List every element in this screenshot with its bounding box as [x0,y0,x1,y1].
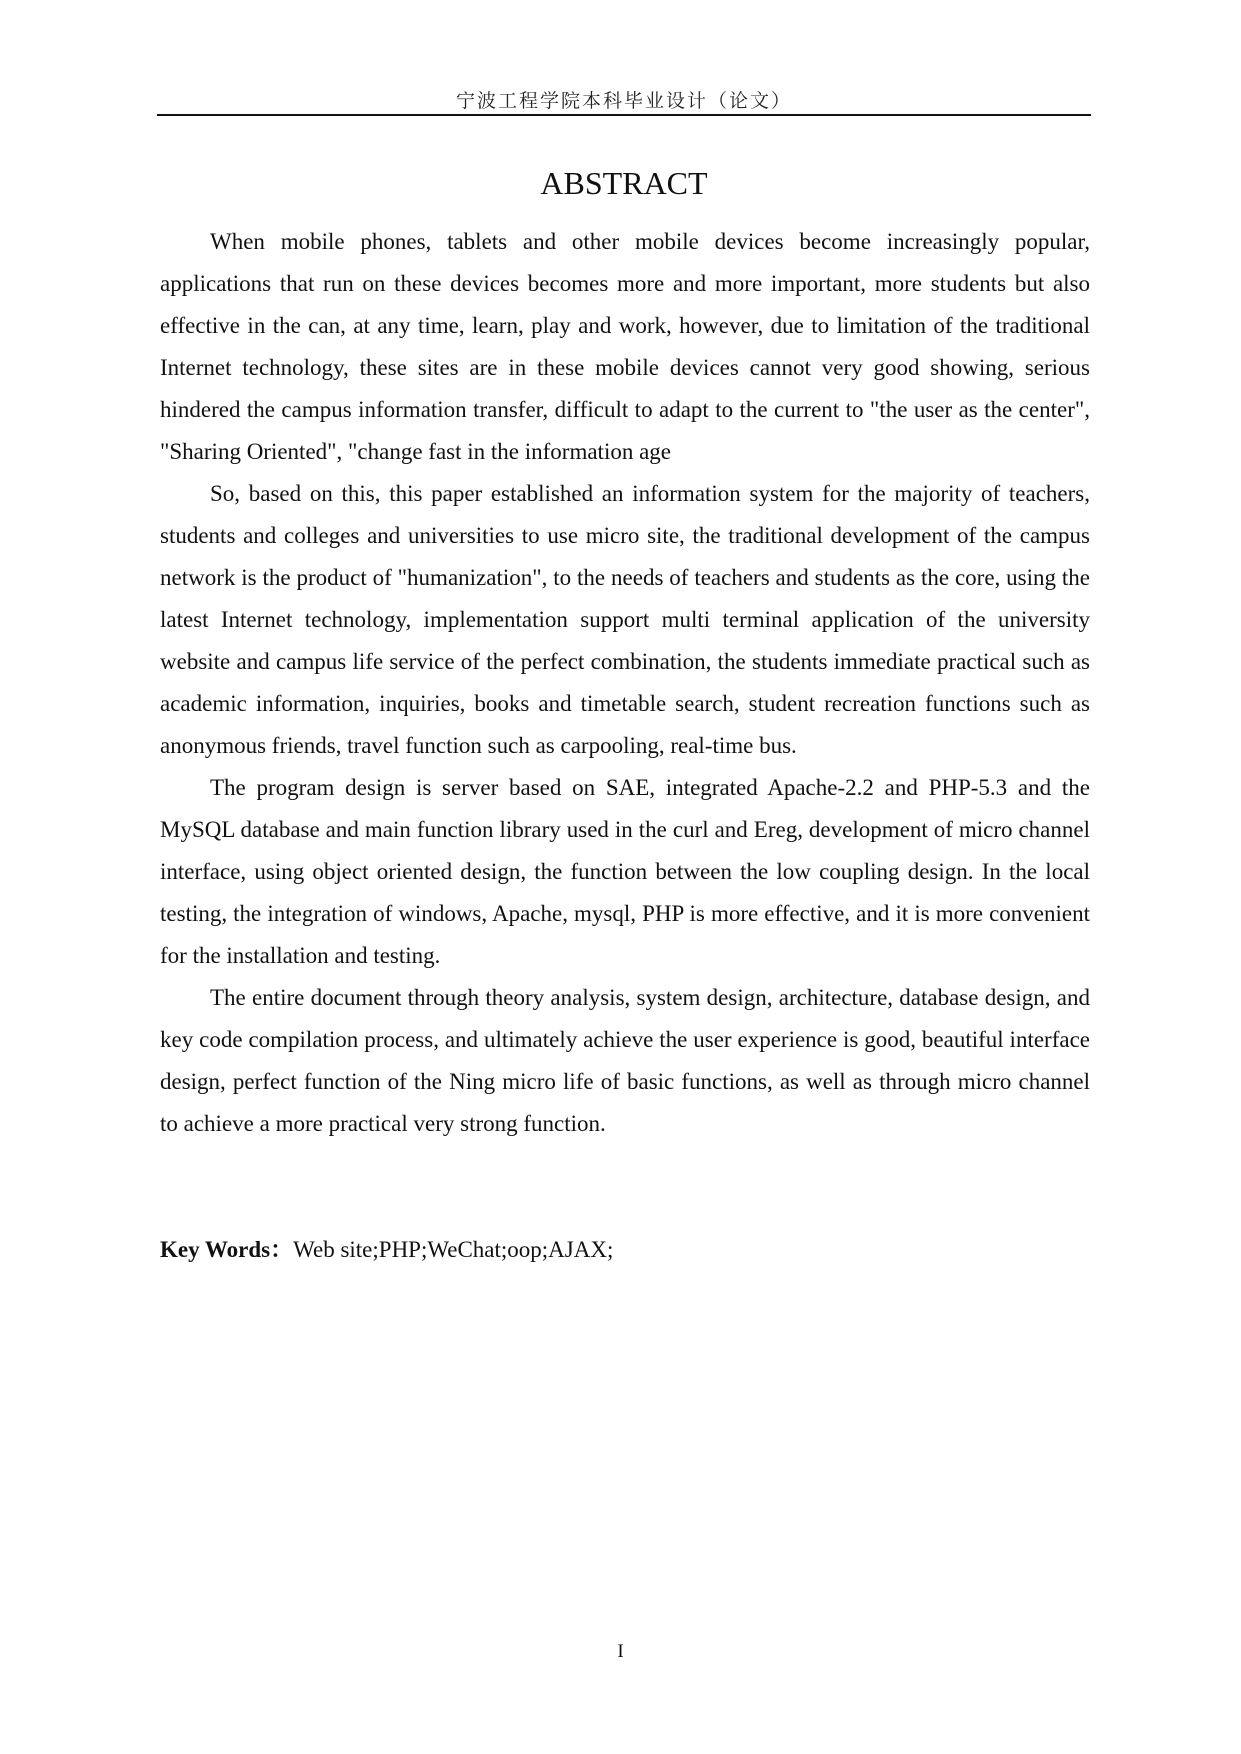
keywords-value: Web site;PHP;WeChat;oop;AJAX; [293,1237,614,1262]
keywords-line [160,1230,613,1270]
page-header: 宁波工程学院本科毕业设计（论文） [455,90,792,112]
abstract-body [160,221,1090,1145]
header-rule [157,114,1091,116]
abstract-paragraph-1: When mobile phones, tablets and other mobile devices become increasingly popular, applications that run on these devices becomes more and more important, more students but also effective in the can, at any time, learn, play and work, however, due to limitation of the traditional Internet technology, these sites are in these mobile devices cannot very good showing, serious hindered the campus information transfer, difficult to adapt to the current to "the user as the center", "Sharing Oriented", "change fast in the information age [160,229,1090,464]
page-number: I [617,1641,624,1662]
abstract-paragraph-4: The entire document through theory analysis, system design, architecture, database design, and key code compilation process, and ultimately achieve the user experience is good, beautiful interface design, perfect function of the Ning micro life of basic functions, as well as through micro channel to achieve a more practical very strong function. [160,985,1090,1136]
abstract-paragraph-3: The program design is server based on SAE, integrated Apache-2.2 and PHP-5.3 and the MySQL database and main function library used in the curl and Ereg, development of micro channel interface, using object oriented design, the function between the low coupling design. In the local testing, the integration of windows, Apache, mysql, PHP is more effective, and it is more convenient for the installation and testing. [160,775,1090,968]
abstract-paragraph-2: So, based on this, this paper established an information system for the majority of teachers, students and colleges and universities to use micro site, the traditional development of the campus network is the product of "humanization", to the needs of teachers and students as the core, using the latest Internet technology, implementation support multi terminal application of the university website and campus life service of the perfect combination, the students immediate practical such as academic information, inquiries, books and timetable search, student recreation functions such as anonymous friends, travel function such as carpooling, real-time bus. [160,481,1090,758]
keywords-label: Key Words： [160,1237,294,1262]
page-title: ABSTRACT [540,165,708,201]
